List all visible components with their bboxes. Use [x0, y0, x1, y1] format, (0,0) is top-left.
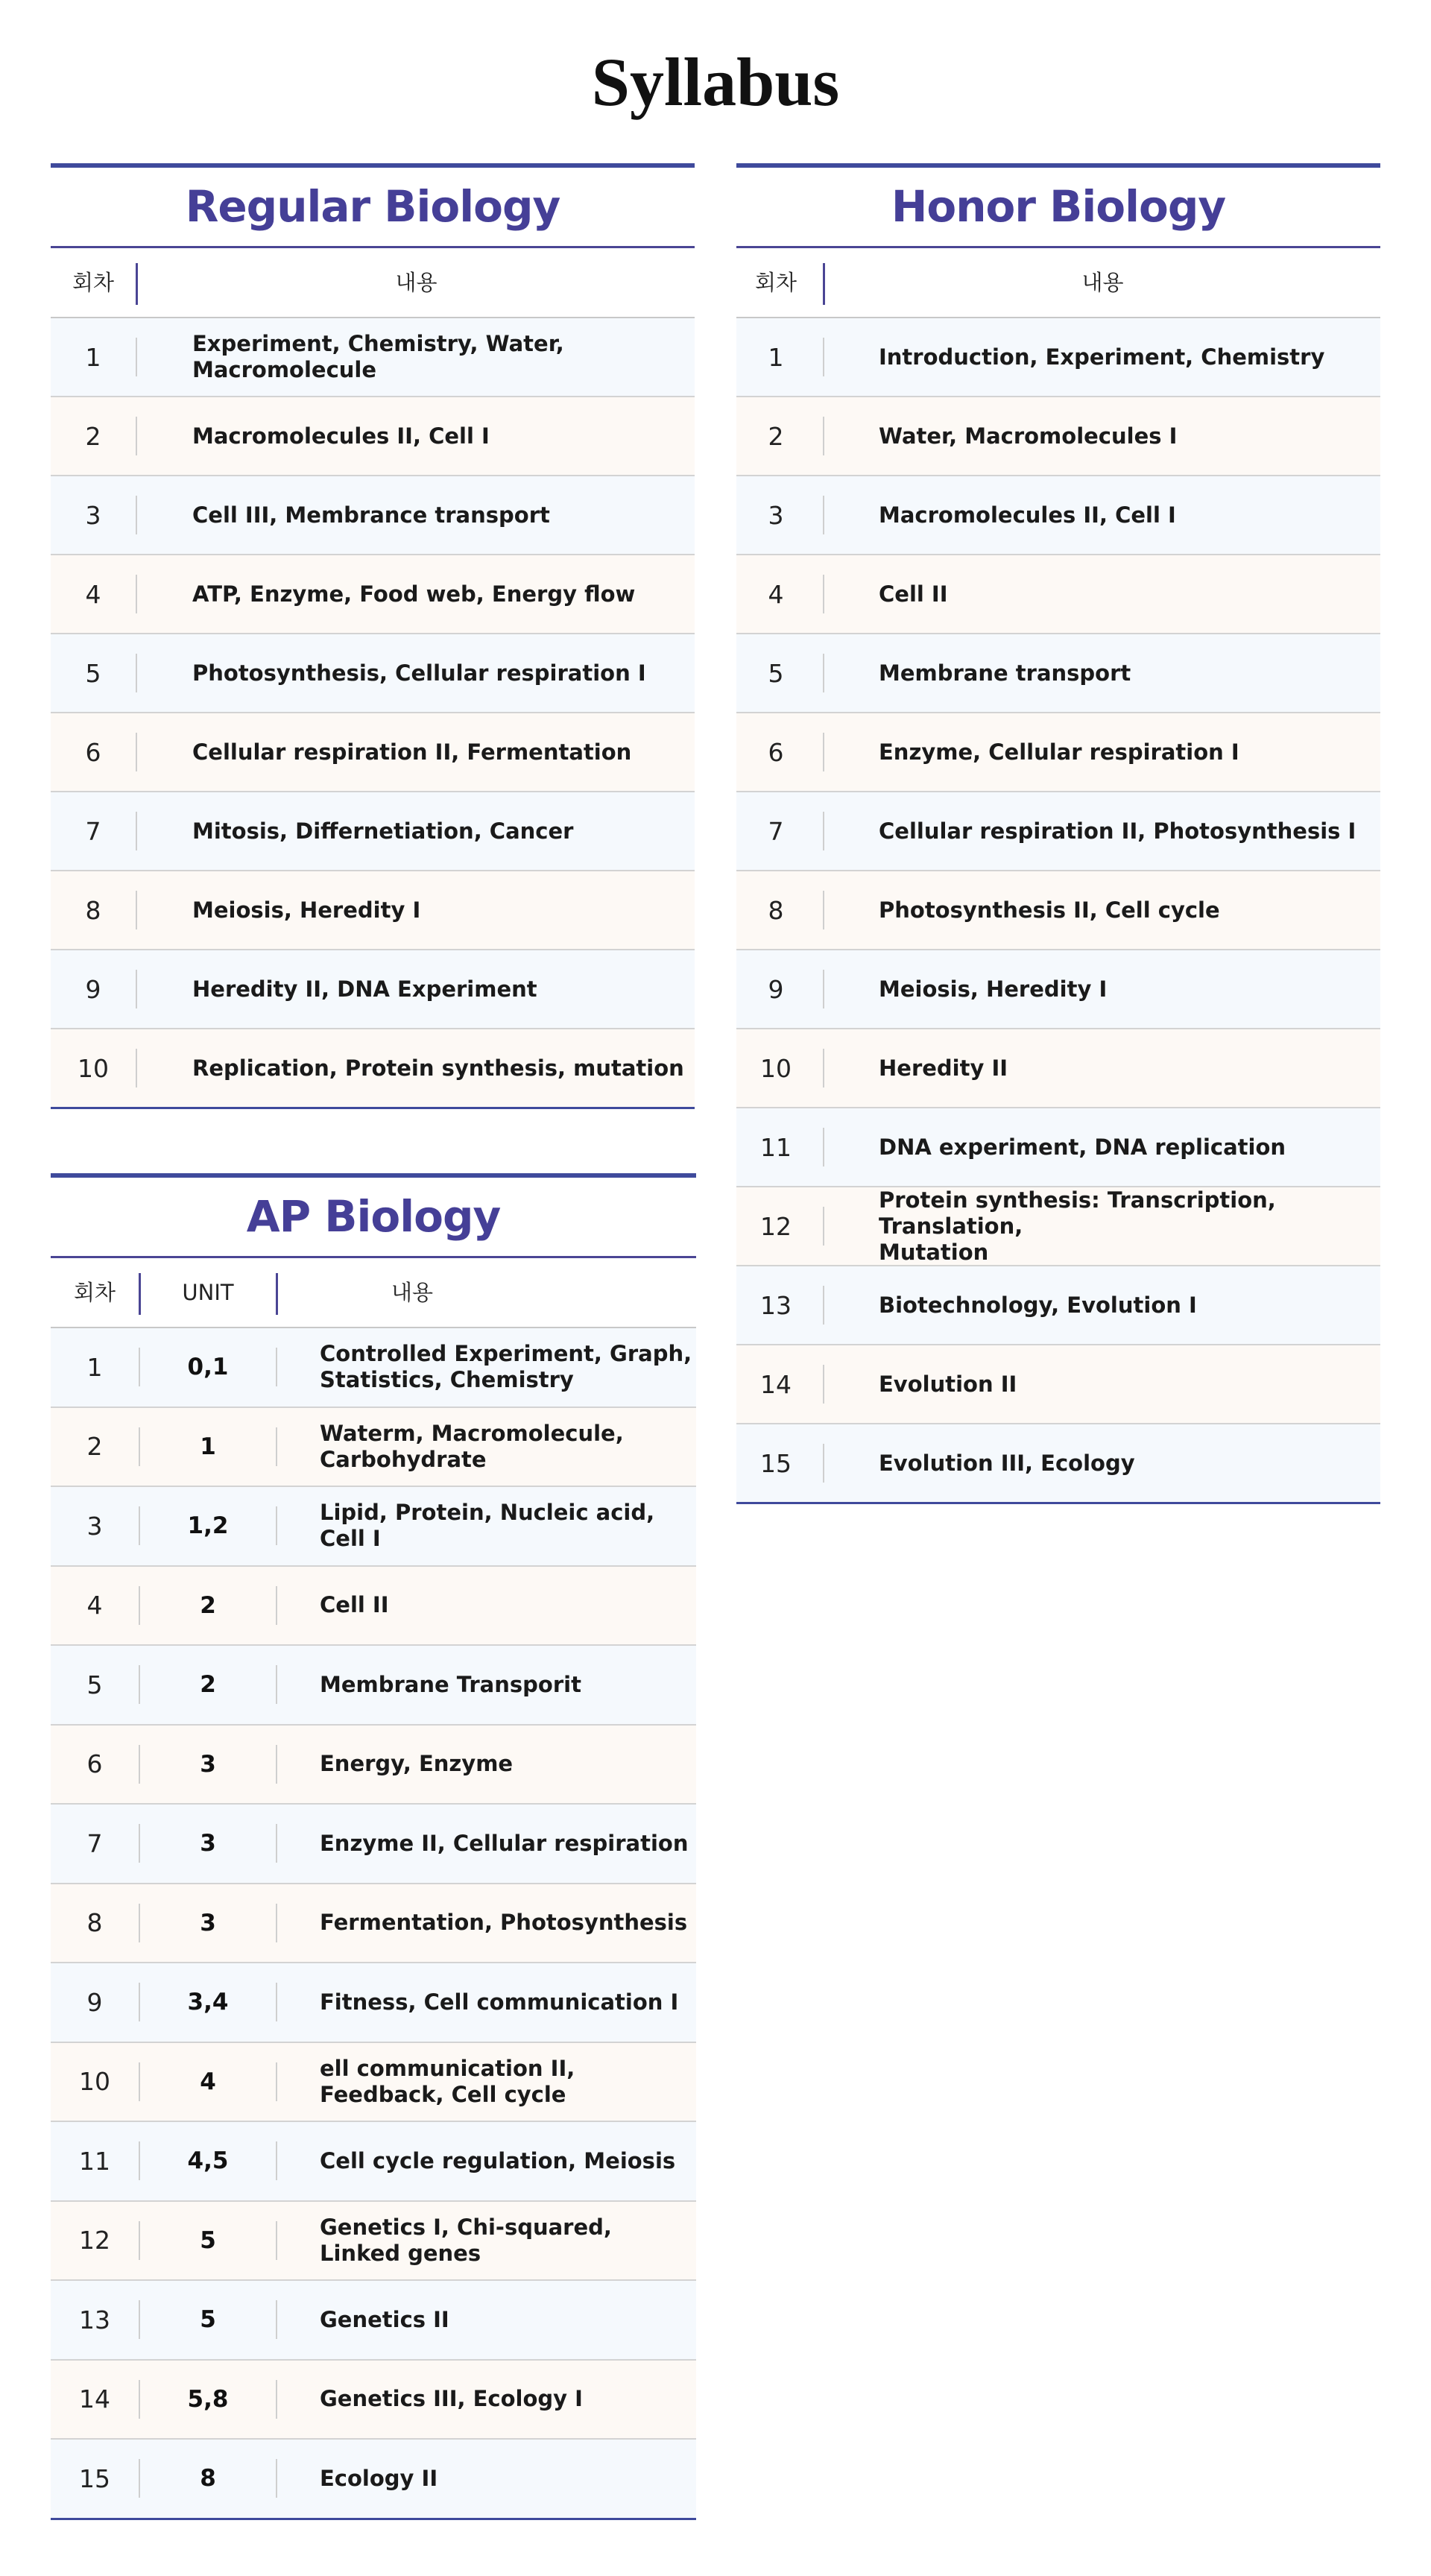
session-content: Experiment, Chemistry, Water, Macromolecule — [192, 331, 564, 382]
session-number: 12 — [79, 2226, 110, 2255]
session-number: 12 — [760, 1211, 792, 1241]
session-number: 4 — [768, 579, 784, 609]
session-content: Controlled Experiment, Graph, Statistics, Chemistry — [320, 1341, 692, 1393]
session-content: Ecology II — [320, 2465, 438, 2491]
ap-biology-title: AP Biology — [246, 1191, 501, 1242]
session-content: ell communication II, Feedback, Cell cycle — [320, 2055, 575, 2107]
session-content: Fermentation, Photosynthesis — [320, 1910, 688, 1936]
session-content: Genetics II — [320, 2306, 449, 2332]
session-number: 3 — [85, 500, 101, 530]
table-row — [736, 634, 1380, 713]
table-row — [51, 1884, 696, 1964]
table-row — [736, 1029, 1380, 1108]
table-row — [51, 476, 695, 555]
cell-separator — [823, 496, 824, 534]
session-content: Energy, Enzyme — [320, 1751, 514, 1777]
cell-separator — [276, 1904, 277, 1942]
session-number: 15 — [760, 1448, 792, 1478]
cell-separator — [276, 2300, 277, 2339]
session-number: 6 — [768, 737, 784, 767]
session-content: Cell II — [320, 1592, 389, 1618]
table-row — [51, 1408, 696, 1488]
content-header: 내용 — [395, 270, 437, 295]
session-content: Meiosis, Heredity I — [192, 897, 421, 923]
table-row — [51, 871, 695, 950]
session-number: 10 — [79, 2067, 110, 2097]
table-row — [51, 792, 695, 871]
unit-header: UNIT — [182, 1280, 234, 1305]
session-content: Biotechnology, Evolution I — [879, 1292, 1197, 1318]
table-row — [51, 1646, 696, 1726]
session-number: 7 — [85, 816, 101, 846]
cell-separator — [823, 1128, 824, 1167]
cell-separator — [136, 654, 137, 692]
session-number: 8 — [768, 895, 784, 925]
session-content: Waterm, Macromolecule, Carbohydrate — [320, 1420, 624, 1472]
unit-value: 2 — [200, 1591, 216, 1619]
session-header: 회차 — [72, 270, 115, 295]
regular-biology-table — [51, 163, 695, 1109]
table-row — [51, 1963, 696, 2043]
cell-separator — [136, 733, 137, 771]
cell-separator — [823, 338, 824, 376]
cell-separator — [136, 891, 137, 929]
session-number: 1 — [768, 342, 784, 372]
session-number: 9 — [85, 974, 101, 1004]
table-row — [51, 2122, 696, 2202]
session-content: Cellular respiration II, Photosynthesis I — [879, 818, 1356, 844]
session-number: 10 — [760, 1053, 792, 1083]
table-row — [51, 1328, 696, 1408]
session-number: 11 — [79, 2146, 110, 2176]
cell-separator — [276, 1745, 277, 1784]
session-content: DNA experiment, DNA replication — [879, 1134, 1286, 1160]
cell-separator — [823, 891, 824, 929]
cell-separator — [823, 970, 824, 1008]
session-content: Macromolecules II, Cell I — [192, 423, 490, 449]
table-row — [51, 397, 695, 476]
session-number: 7 — [768, 816, 784, 846]
session-content: Genetics I, Chi-squared, Linked genes — [320, 2214, 612, 2266]
session-number: 11 — [760, 1132, 792, 1162]
table-row — [736, 792, 1380, 871]
session-content: Membrane transport — [879, 660, 1131, 686]
cell-separator — [823, 1365, 824, 1404]
table-row — [51, 2281, 696, 2361]
session-content: Fitness, Cell communication I — [320, 1989, 679, 2015]
session-content: Genetics III, Ecology I — [320, 2386, 583, 2412]
session-number: 2 — [85, 421, 101, 451]
cell-separator — [276, 2141, 277, 2180]
table-row — [736, 1108, 1380, 1187]
session-content: Introduction, Experiment, Chemistry — [879, 344, 1325, 370]
table-row — [736, 318, 1380, 397]
cell-separator — [136, 338, 137, 376]
session-content: Evolution III, Ecology — [879, 1450, 1135, 1476]
cell-separator — [823, 654, 824, 692]
table-row — [736, 555, 1380, 634]
session-number: 9 — [768, 974, 784, 1004]
cell-separator — [276, 1586, 277, 1625]
session-content: ATP, Enzyme, Food web, Energy flow — [192, 581, 636, 607]
session-number: 10 — [78, 1053, 109, 1083]
table-row — [736, 1266, 1380, 1345]
table-row — [51, 1487, 696, 1567]
session-number: 7 — [86, 1828, 103, 1858]
table-body — [736, 318, 1380, 1504]
cell-separator — [136, 575, 137, 613]
table-row — [736, 950, 1380, 1029]
cell-separator — [136, 417, 137, 455]
content-header: 내용 — [391, 1280, 434, 1305]
table-row — [51, 2202, 696, 2282]
session-number: 6 — [85, 737, 101, 767]
table-row — [51, 1567, 696, 1647]
session-number: 15 — [79, 2463, 110, 2493]
cell-separator — [276, 2221, 277, 2260]
content-header: 내용 — [1081, 270, 1124, 295]
table-row — [51, 713, 695, 792]
cell-separator — [276, 1506, 277, 1545]
cell-separator — [136, 970, 137, 1008]
cell-separator — [276, 1983, 277, 2021]
session-header: 회차 — [754, 270, 797, 295]
table-row — [51, 2043, 696, 2123]
session-number: 9 — [86, 1987, 103, 2017]
regular-biology-title: Regular Biology — [185, 181, 560, 232]
session-header: 회차 — [73, 1280, 116, 1305]
unit-value: 4 — [200, 2068, 216, 2095]
session-content: Enzyme II, Cellular respiration — [320, 1830, 689, 1856]
cell-separator — [823, 733, 824, 771]
session-number: 4 — [85, 579, 101, 609]
session-content: Heredity II — [879, 1055, 1008, 1081]
cell-separator — [276, 1665, 277, 1704]
table-body — [51, 318, 695, 1109]
table-row — [736, 1424, 1380, 1504]
unit-value: 8 — [200, 2465, 216, 2493]
cell-separator — [276, 2062, 277, 2101]
table-row — [51, 950, 695, 1029]
cell-separator — [136, 1049, 137, 1087]
session-content: Lipid, Protein, Nucleic acid, Cell I — [320, 1500, 655, 1552]
table-row — [51, 2361, 696, 2440]
session-content: Membrane Transporit — [320, 1671, 581, 1697]
table-row — [51, 318, 695, 397]
ap-biology-table — [51, 1173, 696, 2520]
session-content: Cellular respiration II, Fermentation — [192, 739, 632, 765]
session-number: 14 — [760, 1369, 792, 1399]
table-row — [51, 1029, 695, 1109]
unit-value: 1,2 — [187, 1512, 229, 1540]
session-number: 4 — [86, 1591, 103, 1620]
unit-value: 3 — [200, 1830, 216, 1857]
session-content: Replication, Protein synthesis, mutation — [192, 1055, 684, 1081]
table-row — [51, 634, 695, 713]
cell-separator — [823, 417, 824, 455]
table-row — [51, 1726, 696, 1805]
session-number: 5 — [768, 658, 784, 688]
session-number: 3 — [768, 500, 784, 530]
cell-separator — [823, 812, 824, 850]
table-row — [51, 1805, 696, 1884]
session-content: Mitosis, Differnetiation, Cancer — [192, 818, 574, 844]
cell-separator — [136, 812, 137, 850]
honor-biology-title: Honor Biology — [891, 181, 1226, 232]
session-content: Macromolecules II, Cell I — [879, 502, 1176, 528]
unit-value: 3,4 — [187, 1989, 229, 2016]
table-row — [736, 871, 1380, 950]
table-row — [736, 397, 1380, 476]
session-content: Heredity II, DNA Experiment — [192, 976, 537, 1002]
session-number: 8 — [86, 1908, 103, 1938]
unit-value: 0,1 — [187, 1354, 229, 1381]
table-body — [51, 1328, 696, 2520]
session-number: 2 — [768, 421, 784, 451]
session-number: 1 — [86, 1352, 103, 1382]
session-number: 1 — [85, 342, 101, 372]
unit-value: 5 — [200, 2226, 216, 2254]
table-row — [736, 476, 1380, 555]
session-number: 5 — [86, 1670, 103, 1699]
cell-separator — [823, 1444, 824, 1483]
unit-value: 4,5 — [187, 2147, 229, 2175]
cell-separator — [276, 1824, 277, 1863]
session-content: Water, Macromolecules I — [879, 423, 1178, 449]
table-row — [736, 1187, 1380, 1266]
unit-value: 1 — [200, 1433, 216, 1460]
table-row — [51, 2440, 696, 2520]
session-content: Meiosis, Heredity I — [879, 976, 1108, 1002]
session-content: Enzyme, Cellular respiration I — [879, 739, 1239, 765]
cell-separator — [823, 575, 824, 613]
honor-biology-table — [736, 163, 1380, 1504]
session-content: Protein synthesis: Transcription, Translation, Mutation — [879, 1187, 1276, 1265]
session-number: 13 — [760, 1290, 792, 1320]
session-number: 13 — [79, 2305, 110, 2334]
table-row — [736, 1345, 1380, 1424]
table-row — [736, 713, 1380, 792]
unit-value: 5,8 — [187, 2385, 229, 2413]
table-header-row — [736, 248, 1380, 318]
cell-separator — [823, 1286, 824, 1325]
session-content: Cell III, Membrance transport — [192, 502, 550, 528]
table-row — [51, 555, 695, 634]
cell-separator — [823, 1207, 824, 1246]
unit-value: 3 — [200, 1909, 216, 1936]
unit-value: 3 — [200, 1750, 216, 1778]
session-number: 8 — [85, 895, 101, 925]
session-number: 3 — [86, 1511, 103, 1541]
session-number: 6 — [86, 1749, 103, 1779]
session-number: 14 — [79, 2384, 110, 2414]
unit-value: 2 — [200, 1671, 216, 1699]
cell-separator — [276, 2380, 277, 2419]
cell-separator — [823, 1049, 824, 1087]
session-content: Photosynthesis, Cellular respiration I — [192, 660, 646, 686]
session-number: 5 — [85, 658, 101, 688]
session-number: 2 — [86, 1432, 103, 1462]
cell-separator — [276, 2459, 277, 2498]
session-content: Evolution II — [879, 1371, 1017, 1397]
page-title: Syllabus — [591, 44, 840, 120]
cell-separator — [276, 1427, 277, 1466]
session-content: Photosynthesis II, Cell cycle — [879, 897, 1220, 923]
unit-value: 5 — [200, 2306, 216, 2334]
table-header-row — [51, 248, 695, 318]
session-content: Cell cycle regulation, Meiosis — [320, 2147, 676, 2174]
cell-separator — [136, 496, 137, 534]
cell-separator — [276, 1348, 277, 1386]
session-content: Cell II — [879, 581, 948, 607]
table-header-row — [51, 1258, 696, 1328]
